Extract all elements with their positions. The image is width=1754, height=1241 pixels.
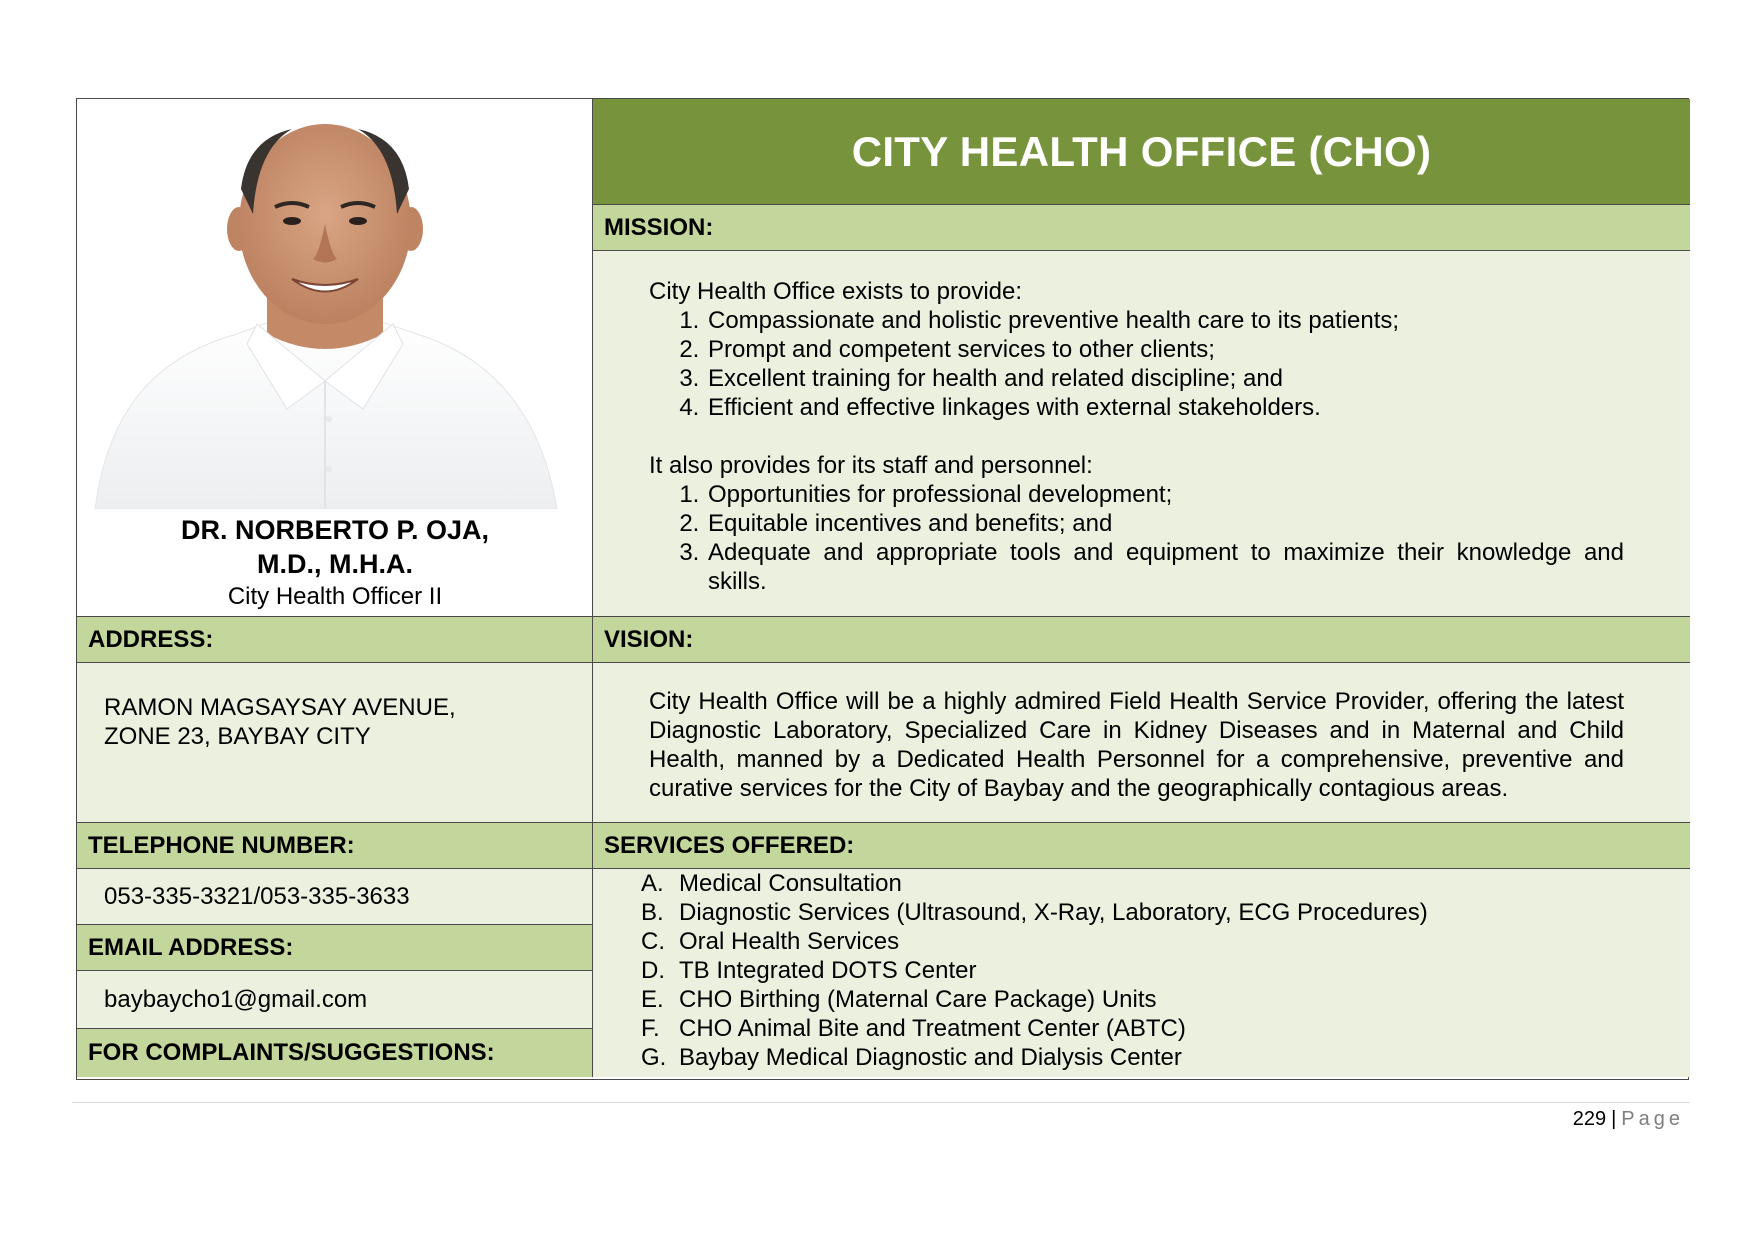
officer-credentials: M.D., M.H.A. (257, 549, 413, 579)
telephone-body (77, 869, 593, 925)
services-header: SERVICES OFFERED: (593, 823, 1690, 869)
address-header: ADDRESS: (77, 617, 593, 663)
officer-photo-cell (77, 99, 593, 617)
officer-name: DR. NORBERTO P. OJA, (180, 515, 490, 545)
mission-staff-intro: It also provides for its staff and personnel: (649, 452, 1093, 479)
service-item: B. Diagnostic Services (Ultrasound, X-Ray, Laboratory, ECG Procedures) (641, 899, 1428, 926)
email-value: baybaycho1@gmail.com (104, 985, 368, 1013)
service-item: E. CHO Birthing (Maternal Care Package) Units (641, 986, 1157, 1013)
service-item: D. TB Integrated DOTS Center (641, 957, 977, 984)
mission-item: 2. Prompt and competent services to other clients; (706, 335, 1624, 364)
officer-photo (87, 119, 563, 509)
email-body (77, 971, 593, 1029)
complaints-header: FOR COMPLAINTS/SUGGESTIONS: (77, 1029, 593, 1077)
address-body (77, 663, 593, 823)
email-header: EMAIL ADDRESS: (77, 925, 593, 971)
vision-header: VISION: (593, 617, 1690, 663)
officer-position: City Health Officer II (227, 583, 443, 610)
mission-intro: City Health Office exists to provide: (649, 278, 1023, 305)
footer-divider (72, 1102, 1690, 1103)
vision-body: City Health Office will be a highly admired Field Health Service Provider, offering the latest Diagnostic Laboratory, Specialized Care in Kidney Diseases and in Maternal and Child Health, manned by a Dedicated Health Personnel for a comprehensive, preventive and curative services for the City of Baybay and the geographically contagious areas. (593, 663, 1690, 823)
service-item: C. Oral Health Services (641, 928, 900, 955)
mission-staff-item: 3. Adequate and appropriate tools and equipment to maximize their knowledge and skills. (706, 538, 1624, 596)
services-list (641, 869, 1650, 1072)
mission-header: MISSION: (593, 205, 1690, 251)
mission-item: 1. Compassionate and holistic preventive health care to its patients; (706, 306, 1624, 335)
mission-body (593, 251, 1690, 617)
services-body (593, 869, 1690, 1077)
mission-staff-list (649, 480, 1624, 596)
service-item: F. CHO Animal Bite and Treatment Center (ABTC) (641, 1015, 1186, 1042)
mission-staff-item: 2. Equitable incentives and benefits; and (706, 509, 1624, 538)
address-line: ZONE 23, BAYBAY CITY (104, 723, 371, 750)
service-item: G. Baybay Medical Diagnostic and Dialysis Center (641, 1044, 1182, 1071)
office-profile-table (76, 98, 1689, 1080)
service-item: A. Medical Consultation (641, 870, 902, 897)
telephone-header: TELEPHONE NUMBER: (77, 823, 593, 869)
page-footer (1573, 1108, 1684, 1131)
mission-item: 3. Excellent training for health and related discipline; and (706, 364, 1624, 393)
mission-list (649, 306, 1624, 422)
page-number: 229 (1572, 1108, 1607, 1130)
page-word: Page (1621, 1108, 1684, 1130)
mission-item: 4. Efficient and effective linkages with external stakeholders. (706, 393, 1624, 422)
footer-separator: | (1611, 1108, 1617, 1130)
telephone-value: 053-335-3321/053-335-3633 (104, 882, 410, 910)
office-title-banner (593, 99, 1690, 205)
address-line: RAMON MAGSAYSAY AVENUE, (104, 694, 456, 721)
mission-staff-item: 1. Opportunities for professional development; (706, 480, 1624, 509)
office-title: CITY HEALTH OFFICE (CHO) (851, 127, 1432, 175)
